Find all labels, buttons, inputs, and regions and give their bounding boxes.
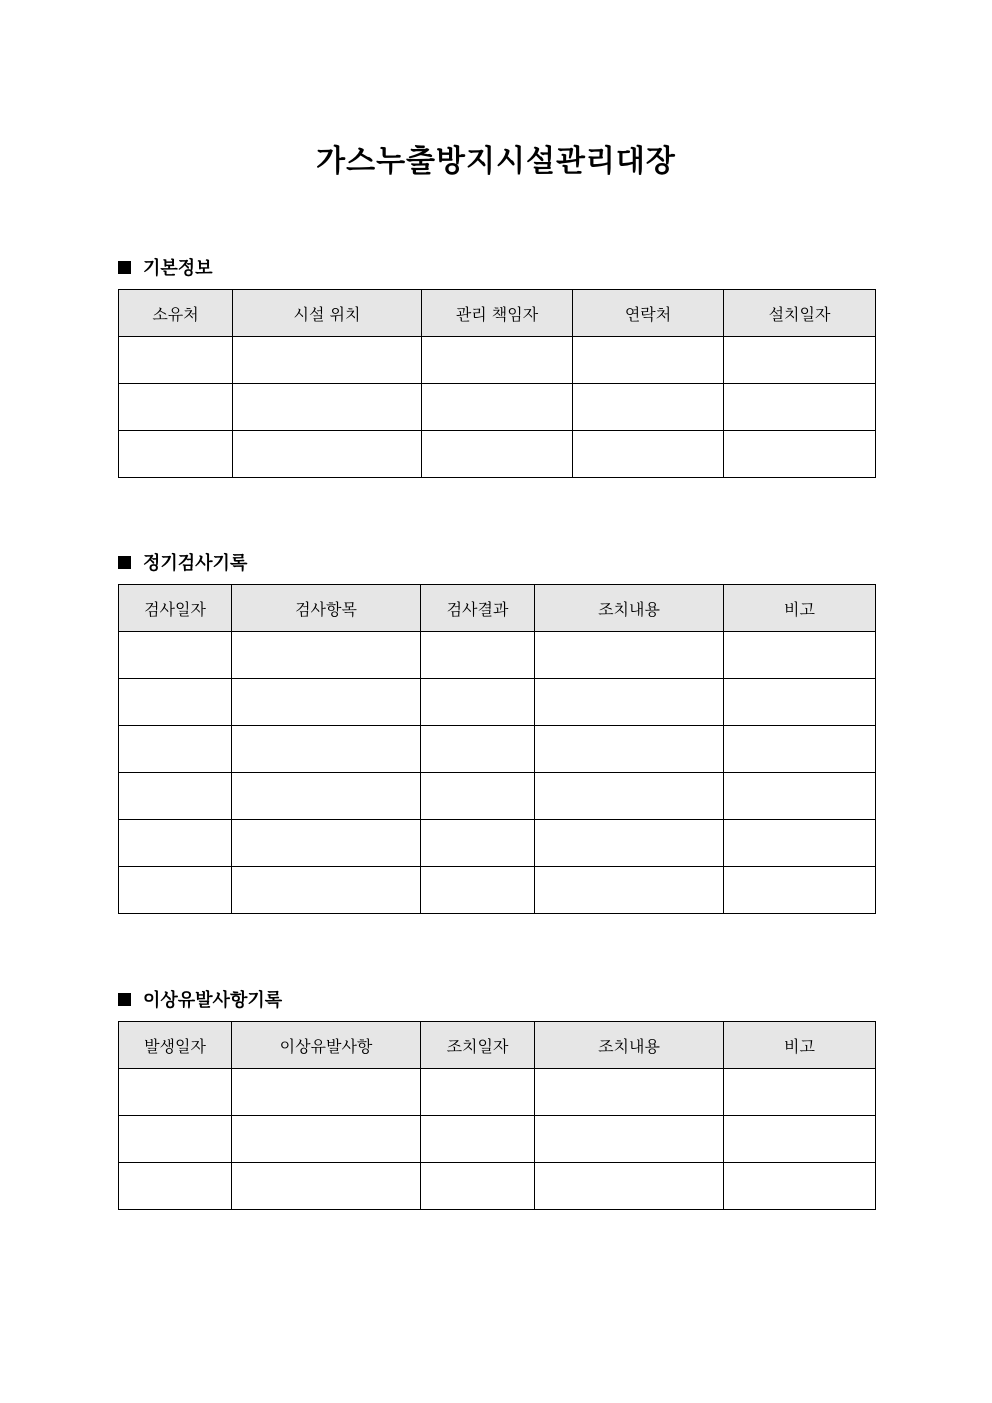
table-cell[interactable] <box>119 1116 232 1163</box>
column-header: 이상유발사항 <box>232 1022 421 1069</box>
section-heading-label: 정기검사기록 <box>143 553 248 574</box>
table-row <box>119 632 876 679</box>
table-cell[interactable] <box>535 1116 724 1163</box>
table-cell[interactable] <box>724 384 876 431</box>
table-cell[interactable] <box>724 431 876 478</box>
table-cell[interactable] <box>421 679 535 726</box>
column-header: 검사항목 <box>232 585 421 632</box>
table-cell[interactable] <box>119 384 233 431</box>
table-cell[interactable] <box>724 1116 876 1163</box>
table-cell[interactable] <box>535 820 724 867</box>
table-cell[interactable] <box>573 337 724 384</box>
table-cell[interactable] <box>535 773 724 820</box>
table-row <box>119 679 876 726</box>
table-cell[interactable] <box>535 867 724 914</box>
table-cell[interactable] <box>724 867 876 914</box>
table-cell[interactable] <box>421 1116 535 1163</box>
table-cell[interactable] <box>421 820 535 867</box>
table-cell[interactable] <box>119 1069 232 1116</box>
table-cell[interactable] <box>535 632 724 679</box>
table-cell[interactable] <box>573 384 724 431</box>
table-cell[interactable] <box>232 820 421 867</box>
basic-info-table <box>118 289 876 478</box>
table-cell[interactable] <box>724 679 876 726</box>
table-cell[interactable] <box>119 867 232 914</box>
table-cell[interactable] <box>232 679 421 726</box>
column-header: 연락처 <box>573 290 724 337</box>
table-cell[interactable] <box>535 1069 724 1116</box>
square-bullet-icon <box>118 993 131 1006</box>
table-cell[interactable] <box>421 867 535 914</box>
table-row <box>119 337 876 384</box>
column-header: 검사일자 <box>119 585 232 632</box>
table-cell[interactable] <box>232 867 421 914</box>
table-cell[interactable] <box>232 1163 421 1210</box>
table-row <box>119 431 876 478</box>
anomaly-table <box>118 1021 876 1210</box>
column-header: 검사결과 <box>421 585 535 632</box>
table-cell[interactable] <box>724 1163 876 1210</box>
table-cell[interactable] <box>119 632 232 679</box>
inspection-table <box>118 584 876 914</box>
column-header: 발생일자 <box>119 1022 232 1069</box>
column-header: 관리 책임자 <box>422 290 573 337</box>
column-header: 소유처 <box>119 290 233 337</box>
column-header: 비고 <box>724 585 876 632</box>
table-cell[interactable] <box>119 679 232 726</box>
column-header: 조치내용 <box>535 585 724 632</box>
table-row <box>119 1116 876 1163</box>
table-cell[interactable] <box>573 431 724 478</box>
table-cell[interactable] <box>232 726 421 773</box>
table-cell[interactable] <box>535 1163 724 1210</box>
table-cell[interactable] <box>422 337 573 384</box>
table-row <box>119 726 876 773</box>
table-row <box>119 867 876 914</box>
section-heading-inspection <box>118 549 247 575</box>
table-cell[interactable] <box>422 384 573 431</box>
table-cell[interactable] <box>119 337 233 384</box>
table-cell[interactable] <box>233 384 422 431</box>
table-cell[interactable] <box>421 726 535 773</box>
column-header: 조치내용 <box>535 1022 724 1069</box>
table-row <box>119 820 876 867</box>
section-heading-anomaly <box>118 986 282 1012</box>
square-bullet-icon <box>118 261 131 274</box>
table-cell[interactable] <box>119 773 232 820</box>
table-cell[interactable] <box>724 820 876 867</box>
table-row <box>119 1069 876 1116</box>
table-cell[interactable] <box>232 1116 421 1163</box>
table-cell[interactable] <box>421 773 535 820</box>
table-cell[interactable] <box>535 679 724 726</box>
table-cell[interactable] <box>421 632 535 679</box>
table-cell[interactable] <box>422 431 573 478</box>
section-heading-label: 기본정보 <box>143 258 213 279</box>
table-header-row <box>119 1022 876 1069</box>
table-header-row <box>119 585 876 632</box>
section-heading-label: 이상유발사항기록 <box>143 990 283 1011</box>
table-cell[interactable] <box>724 1069 876 1116</box>
table-row <box>119 384 876 431</box>
table-cell[interactable] <box>535 726 724 773</box>
table-cell[interactable] <box>724 726 876 773</box>
table-cell[interactable] <box>724 773 876 820</box>
table-cell[interactable] <box>119 726 232 773</box>
table-cell[interactable] <box>119 1163 232 1210</box>
table-cell[interactable] <box>724 337 876 384</box>
square-bullet-icon <box>118 556 131 569</box>
table-cell[interactable] <box>232 1069 421 1116</box>
column-header: 비고 <box>724 1022 876 1069</box>
table-cell[interactable] <box>232 632 421 679</box>
section-heading-basic-info <box>118 254 213 280</box>
table-cell[interactable] <box>421 1069 535 1116</box>
column-header: 시설 위치 <box>233 290 422 337</box>
table-header-row <box>119 290 876 337</box>
table-row <box>119 773 876 820</box>
table-cell[interactable] <box>233 431 422 478</box>
table-cell[interactable] <box>724 632 876 679</box>
table-cell[interactable] <box>233 337 422 384</box>
table-cell[interactable] <box>232 773 421 820</box>
document-title: 가스누출방지시설관리대장 <box>316 144 676 179</box>
table-cell[interactable] <box>421 1163 535 1210</box>
column-header: 조치일자 <box>421 1022 535 1069</box>
column-header: 설치일자 <box>724 290 876 337</box>
table-cell[interactable] <box>119 431 233 478</box>
table-cell[interactable] <box>119 820 232 867</box>
table-row <box>119 1163 876 1210</box>
